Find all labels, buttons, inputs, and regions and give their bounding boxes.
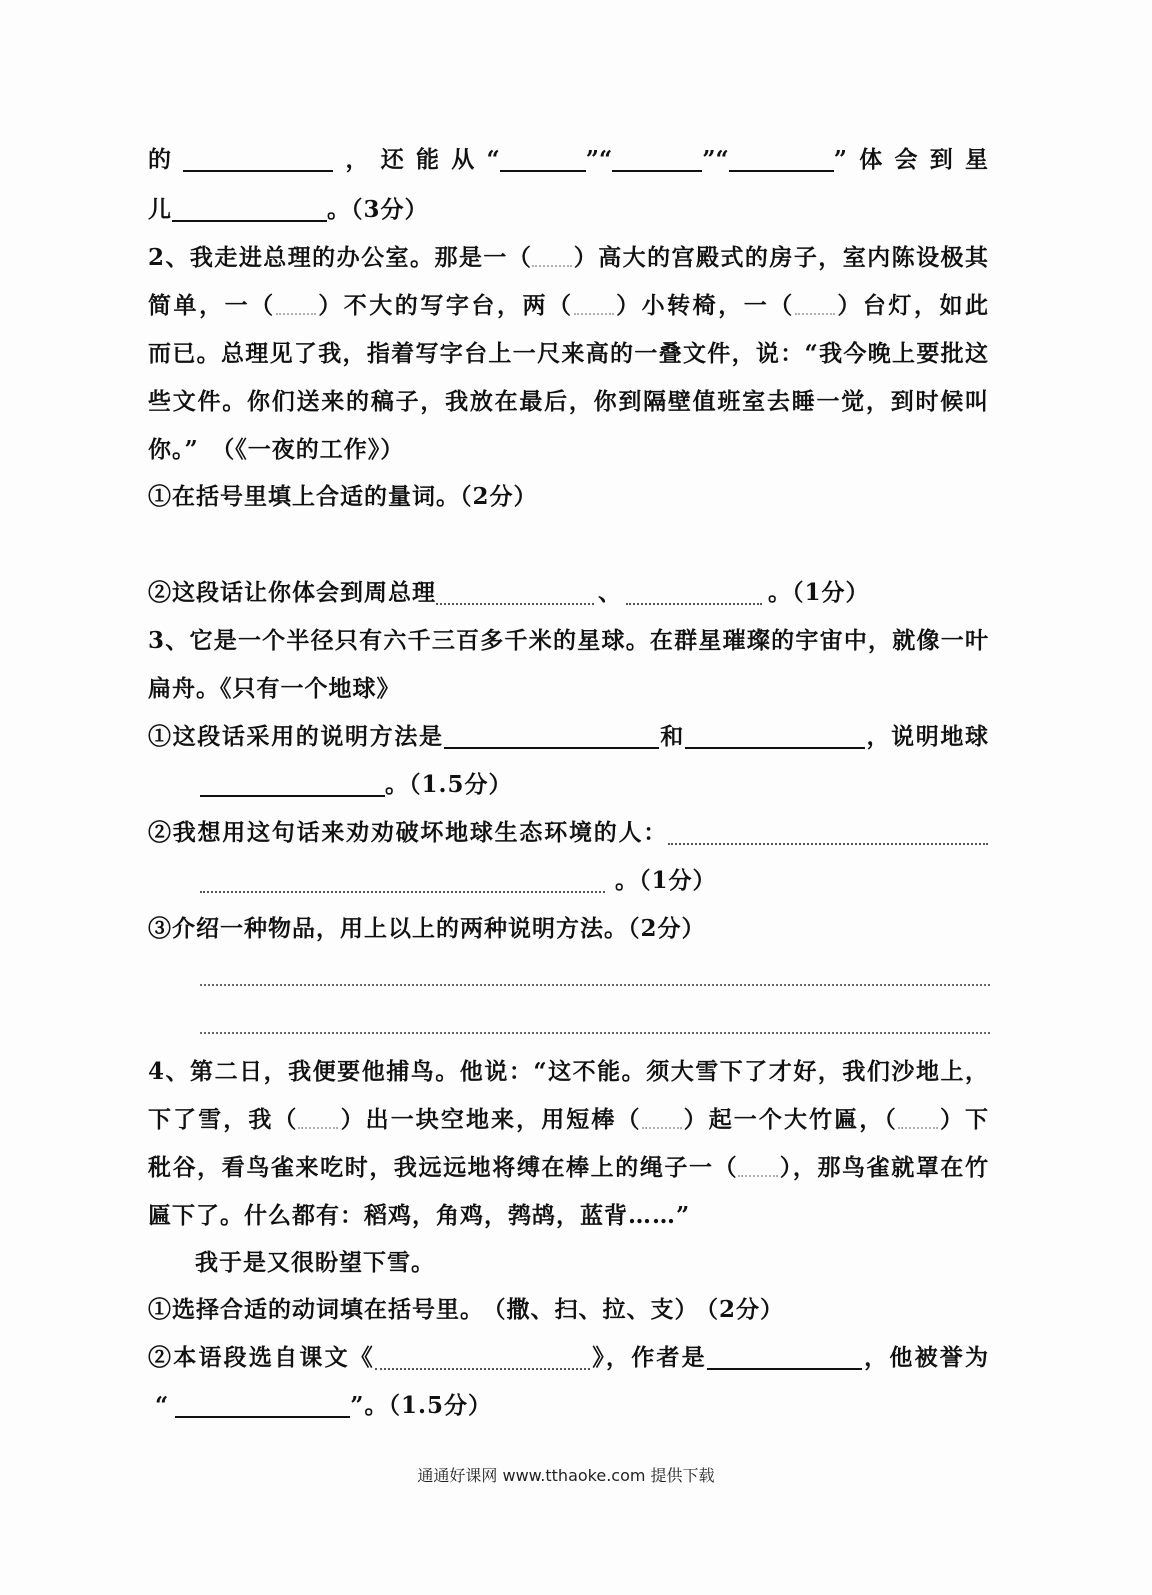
answer-blank xyxy=(175,1394,350,1418)
q2-line-4 xyxy=(148,384,988,420)
q2-line-1 xyxy=(148,240,988,276)
text-segment: ）高大的宫殿式的房子，室内陈设极其 xyxy=(572,244,989,271)
answer-blank xyxy=(668,821,988,845)
text-segment: 秕谷，看鸟雀来吃时，我远远地将缚在棒上的绳子一（ xyxy=(148,1154,739,1181)
q2-sub-question-1 xyxy=(148,479,988,515)
text-segment: 和 xyxy=(658,723,685,750)
text-segment: “ xyxy=(155,1392,170,1419)
text-segment: （撒、扫、拉、支） xyxy=(494,1296,699,1323)
text-segment: 扁舟。《只有一个地球》 xyxy=(148,675,401,702)
text-segment: （2分） xyxy=(706,1296,785,1323)
q4-line-1 xyxy=(148,1054,988,1090)
text-segment: 我于是又很盼望下雪。 xyxy=(195,1249,435,1276)
text-segment: ）起一个大竹匾，（ xyxy=(681,1106,898,1133)
answer-blank xyxy=(500,148,586,172)
q4-line-5 xyxy=(195,1245,895,1281)
answer-blank xyxy=(436,581,594,605)
q4-sub-question-1 xyxy=(148,1292,988,1328)
text-segment: 简单，一（ xyxy=(148,292,276,319)
q3-line-2 xyxy=(148,671,988,707)
text-segment: ）不大的写字台，两（ xyxy=(315,292,574,319)
answer-blank xyxy=(729,148,834,172)
paren-blank xyxy=(532,243,572,267)
q1-line-2 xyxy=(148,192,988,228)
text-segment: 匾下了。什么都有：稻鸡，角鸡，鹁鸪，蓝背……” xyxy=(148,1202,691,1229)
text-segment: 。（1.5分） xyxy=(385,771,513,798)
q3-sub-question-2-cont xyxy=(200,863,900,899)
text-segment: ”体会到星 xyxy=(833,146,989,173)
text-segment: ）出一块空地来，用短棒（ xyxy=(338,1106,642,1133)
answer-blank xyxy=(626,581,762,605)
paren-blank xyxy=(795,291,835,315)
text-segment: ）下 xyxy=(937,1106,989,1133)
text-segment: 儿 xyxy=(148,196,172,223)
text-segment: 。（1分） xyxy=(768,579,870,606)
q2-line-3 xyxy=(148,336,988,372)
text-segment: ）台灯，如此 xyxy=(834,292,989,319)
text-segment: ，他被誉为 xyxy=(861,1344,989,1371)
text-segment: 。（3分） xyxy=(327,196,429,223)
text-segment: 。（1分） xyxy=(615,867,717,894)
text-segment: 些文件。你们送来的稿子，我放在最后，你到隔壁值班室去睡一觉，到时候叫 xyxy=(148,388,988,415)
text-segment: 4、第二日，我便要他捕鸟。他说：“这不能。须大雪下了才好，我们沙地上， xyxy=(148,1058,988,1085)
text-segment: ②我想用这句话来劝劝破坏地球生态环境的人： xyxy=(148,819,668,846)
q4-line-4 xyxy=(148,1198,988,1234)
text-segment: ”“ xyxy=(585,146,613,173)
text-segment: 3、它是一个半径只有六千三百多千米的星球。在群星璀璨的宇宙中，就像一叶 xyxy=(148,627,988,654)
text-segment: 你。” （《一夜的工作》） xyxy=(148,436,405,463)
text-segment: ③介绍一种物品，用上以上的两种说明方法。（2分） xyxy=(148,915,706,942)
q4-line-2 xyxy=(148,1102,988,1138)
text-segment: ），那鸟雀就罩在竹 xyxy=(778,1154,989,1181)
page-footer: 通通好课网 www.tthaoke.com 提供下载 xyxy=(417,1466,715,1485)
text-segment: ”“ xyxy=(702,146,729,173)
text-segment: ①这段话采用的说明方法是 xyxy=(148,723,444,750)
paren-blank xyxy=(298,1105,338,1129)
paren-blank xyxy=(642,1105,682,1129)
text-segment: ）小转椅，一（ xyxy=(613,292,795,319)
answer-blank xyxy=(444,725,659,749)
answer-blank xyxy=(183,148,333,172)
q2-line-2 xyxy=(148,288,988,324)
q4-line-3 xyxy=(148,1150,988,1186)
text-segment: ”。（1.5分） xyxy=(350,1392,492,1419)
q3-sub-question-1 xyxy=(148,719,988,755)
q3-sub-question-3 xyxy=(148,911,988,947)
text-segment: ②本语段选自课文《 xyxy=(148,1344,376,1371)
answer-line xyxy=(200,1008,990,1034)
answer-blank xyxy=(375,1346,590,1370)
answer-blank xyxy=(685,725,865,749)
text-segment: ①选择合适的动词填在括号里。 xyxy=(148,1296,484,1323)
text-segment: ①在括号里填上合适的量词。（2分） xyxy=(148,483,538,510)
paren-blank xyxy=(574,291,614,315)
text-segment: ②这段话让你体会到周总理 xyxy=(148,579,436,606)
q3-sub-question-2 xyxy=(148,815,988,851)
q2-line-5 xyxy=(148,432,988,468)
answer-blank xyxy=(200,773,385,797)
answer-line xyxy=(200,960,990,986)
text-segment: 而已。总理见了我，指着写字台上一尺来高的一叠文件，说：“我今晚上要批这 xyxy=(148,340,988,367)
text-segment: 的 xyxy=(148,146,184,173)
text-segment: 、 xyxy=(598,579,622,606)
q3-line-1 xyxy=(148,623,988,659)
answer-blank xyxy=(200,869,605,893)
q2-sub-question-2 xyxy=(148,575,988,611)
text-segment: ，还能从“ xyxy=(333,146,500,173)
paren-blank xyxy=(738,1153,778,1177)
text-segment: 》，作者是 xyxy=(590,1344,707,1371)
q4-sub-question-2 xyxy=(148,1340,988,1376)
paren-blank xyxy=(898,1105,938,1129)
q4-sub-question-2-cont xyxy=(155,1388,855,1424)
q1-line-1 xyxy=(148,142,988,178)
q3-sub-question-1-cont xyxy=(200,767,900,803)
answer-blank xyxy=(612,148,702,172)
text-segment: 下了雪，我（ xyxy=(148,1106,299,1133)
answer-blank xyxy=(172,198,327,222)
text-segment: 2、我走进总理的办公室。那是一（ xyxy=(148,244,533,271)
text-segment: ，说明地球 xyxy=(864,723,989,750)
answer-blank xyxy=(707,1346,862,1370)
paren-blank xyxy=(276,291,316,315)
